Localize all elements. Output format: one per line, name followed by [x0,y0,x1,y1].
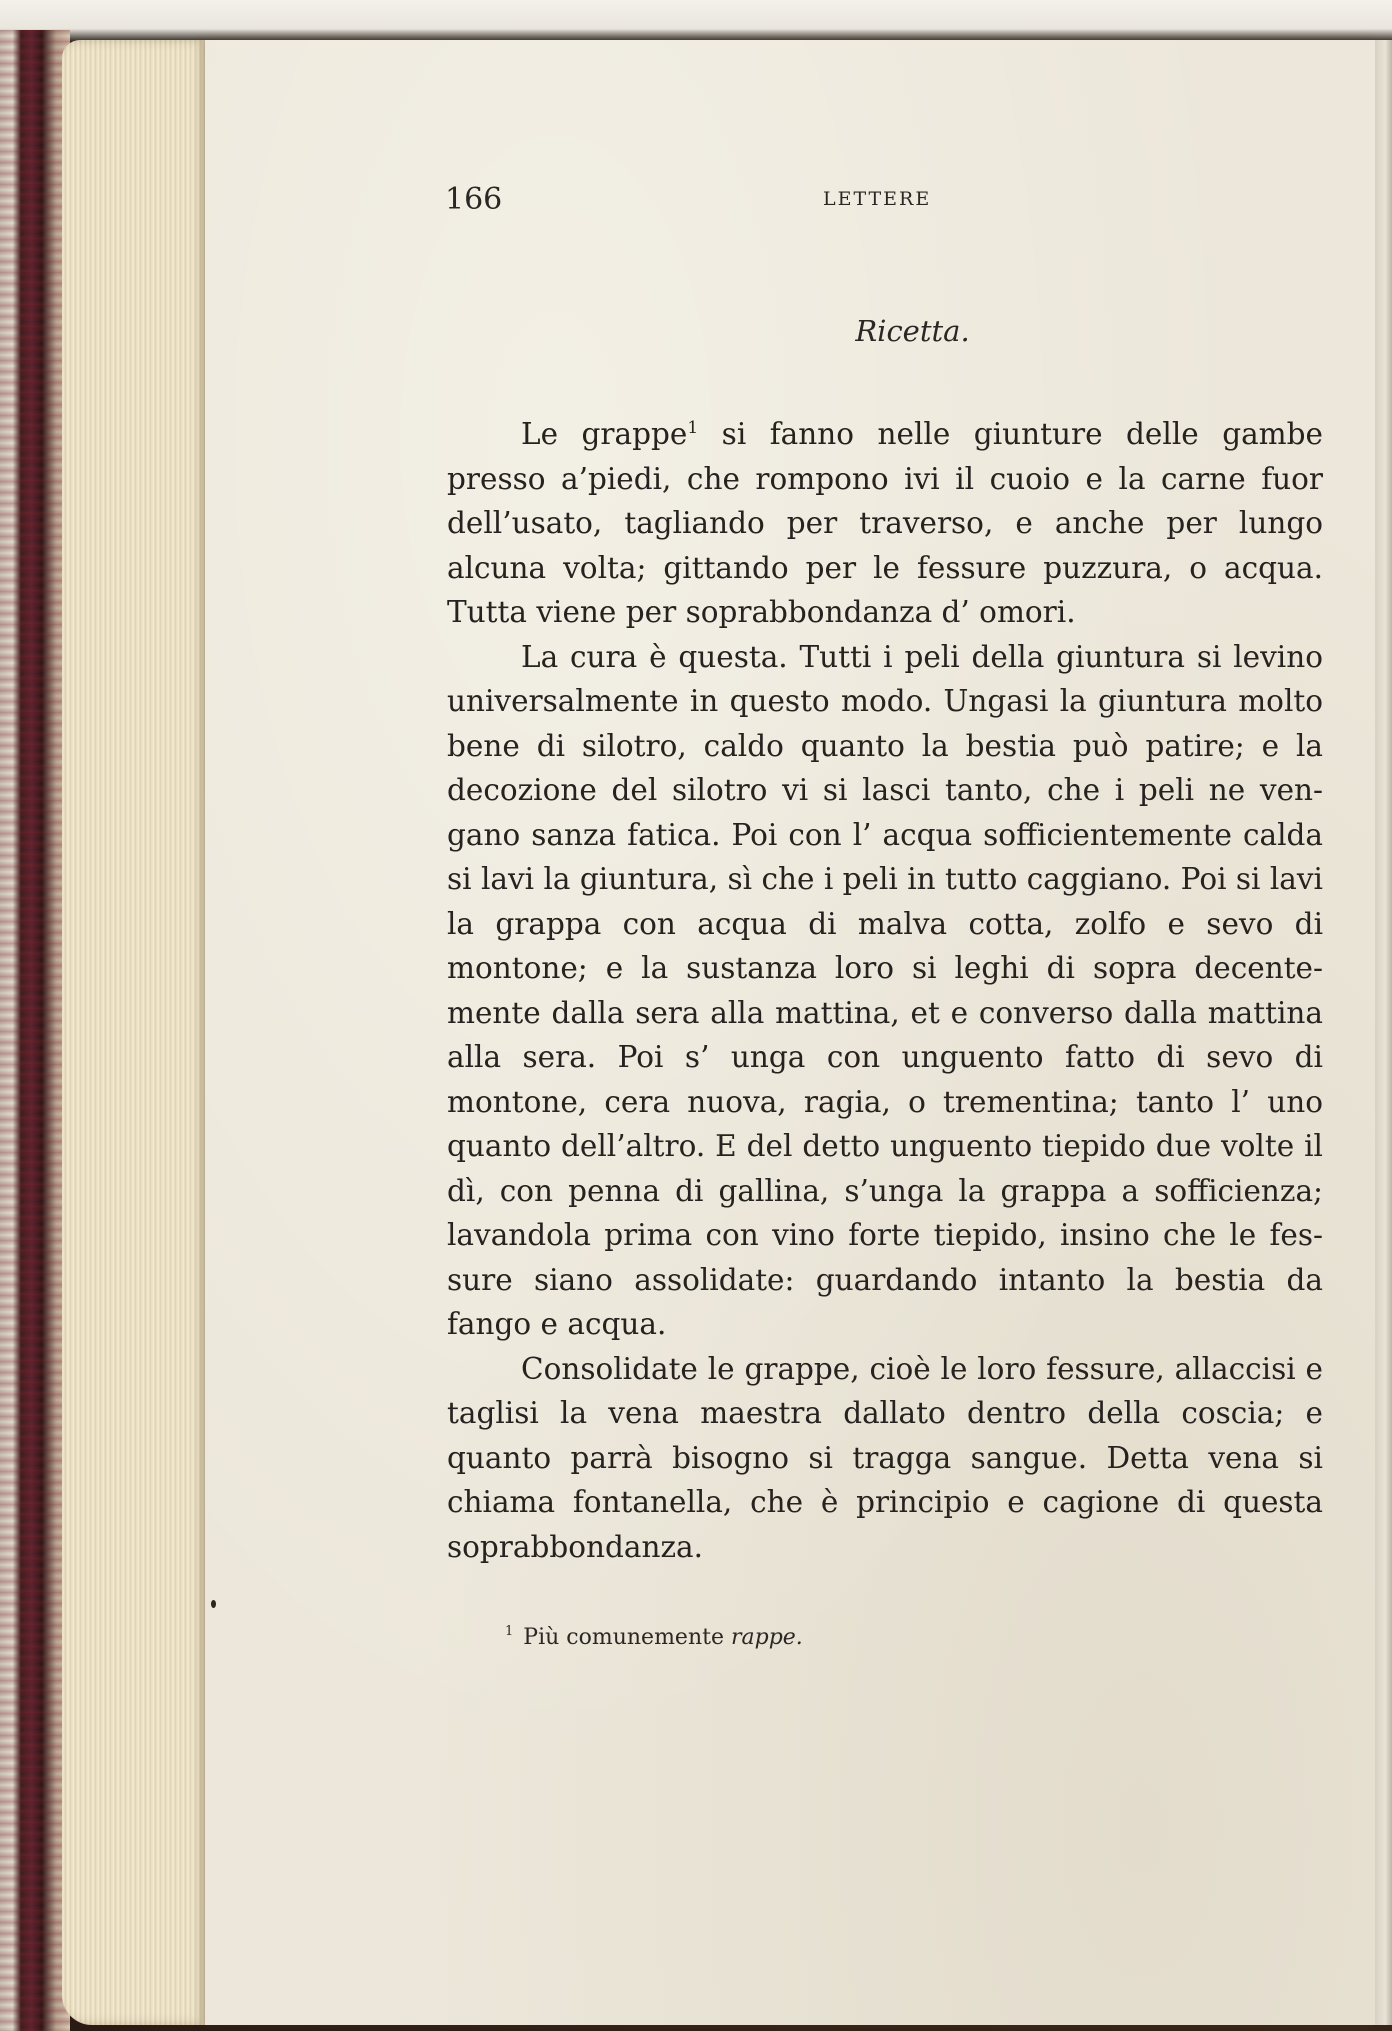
footnote-italic: rappe. [730,1625,803,1650]
running-head [205,182,1375,222]
printed-page [205,40,1375,2025]
footnote [505,1624,803,1650]
paragraph-1 [447,412,1323,635]
section-title: Ricetta. [855,314,970,348]
running-title: LETTERE [823,188,932,210]
page-number: 166 [445,182,503,217]
paragraph-2: La cura è questa. Tutti i peli della giuntura si levino universalmente in questo modo. Ungasi la giuntura molto bene di silotro, caldo quanto la bestia può patire; e la decozione del silotro vi si lasci tanto, che i peli ne vengano sanza fatica. Poi con l’ acqua sofficientemente calda si lavi la giuntura, sì che i peli in tutto caggiano. Poi si lavi la grappa con acqua di malva cotta, zolfo e sevo di montone; e la sustanza loro si leghi di sopra decentemente dalla sera alla mattina, et e converso dalla mattina alla sera. Poi s’ unga con unguento fatto di sevo di montone, cera nuova, ragia, o trementina; tanto l’ uno quanto dell’altro. E del detto unguento tiepido due volte il dì, con penna di gallina, s’unga la grappa a sofficienza; lavandola prima con vino forte tiepido, insino che le fessure siano assolidate: guardando intanto la bestia da fango e acqua. [447,639,1323,1341]
next-page-edge [1375,40,1392,2025]
page-fore-edge [62,40,210,2025]
body-text [447,412,1323,1569]
footnote-number: 1 [505,1624,514,1639]
paragraph-1-start: Le grappe [521,417,688,451]
paragraph-1-rest: si fanno nelle giunture delle gambe presso a’piedi, che rompono ivi il cuoio e la carne fuor dell’usato, tagliando per traverso, e anche per lungo alcuna volta; gittando per le fessure puzzura, o acqua. Tutta viene per soprabbondanza d’ omori. [447,417,1323,629]
footnote-reference: 1 [687,418,699,438]
paragraph-3: Consolidate le grappe, cioè le loro fessure, allaccisi e taglisi la vena maestra dallato dentro della coscia; e quanto parrà bisogno si tragga sangue. Detta vena si chiama fontanella, che è principio e cagione di questa soprabbondanza. [447,1351,1323,1564]
ink-spot [211,1600,216,1608]
book-binding [0,30,70,2031]
footnote-text: Più comunemente [523,1625,731,1650]
